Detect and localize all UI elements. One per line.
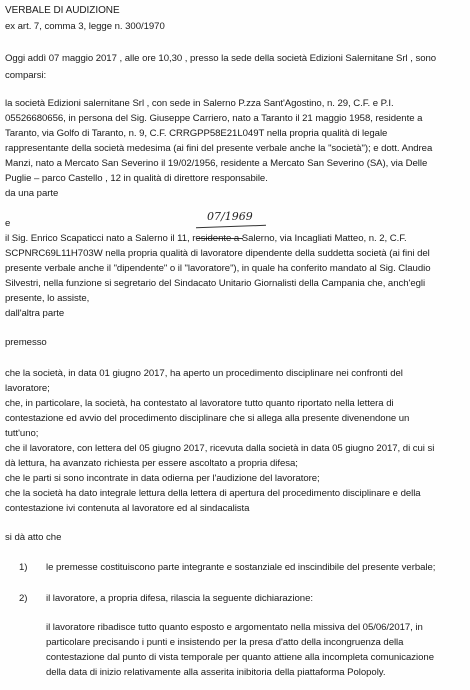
- premise-heading: premesso: [5, 337, 47, 348]
- premise-line: che la società, in data 01 giugno 2017, ha aperto un procedimento disciplinare nei confronti del: [5, 368, 403, 379]
- point-text: le premesse costituiscono parte integrante e sostanziale ed inscindibile del presente verbale;: [46, 562, 436, 573]
- conjunction: e: [5, 218, 11, 229]
- handwritten-date-annotation: 07/1969: [207, 210, 253, 223]
- premise-line: che le parti si sono incontrate in data odierna per l'audizione del lavoratore;: [5, 473, 320, 484]
- party-two-line: presente, lo assiste,: [5, 293, 90, 304]
- premise-line: tutt'uno;: [5, 428, 39, 439]
- premise-line: dà lettura, ha avanzato richiesta per essere ascoltato a propria difesa;: [5, 458, 298, 469]
- intro-line: Oggi addì 07 maggio 2017 , alle ore 10,30 , presso la sede della società Edizioni Salernitane Srl , sono: [5, 53, 437, 64]
- point-number: 2): [19, 593, 28, 604]
- party-two-line: presente verbale anche il "dipendente" o il "lavoratore"), in quale ha conferito mandato al Sig. Claudio: [5, 263, 431, 274]
- premise-line: lavoratore;: [5, 383, 50, 394]
- premise-line: contestazione ivi contenuta al lavoratore ed al sindacalista: [5, 503, 250, 514]
- premise-line: contestazione ed avvio del procedimento disciplinare che si allega alla presente divenendone un: [5, 413, 410, 424]
- party-one-line: Manzi, nato a Mercato San Severino il 19/02/1956, residente a Mercato San Severino (SA), via Delle: [5, 158, 428, 169]
- point-text: il lavoratore, a propria difesa, rilascia la seguente dichiarazione:: [46, 593, 313, 604]
- declaration-line: contestazione dal punto di vista temporale per quanto attiene alla incompleta comunicazione: [46, 652, 434, 663]
- premise-line: che, in particolare, la società, ha contestato al lavoratore tutto quanto riportato nella lettera di: [5, 398, 394, 409]
- declaration-line: della data di inizio relativamente alla asserita inibitoria della piattaforma Polopoly.: [46, 667, 386, 678]
- document-subtitle: ex art. 7, comma 3, legge n. 300/1970: [5, 21, 165, 32]
- party-two-line: Silvestri, nella funzione si segretario del Sindacato Unitario Giornalisti della Campania che, anch'egli: [5, 278, 426, 289]
- party-one-line: 05526680656, in persona del Sig. Giuseppe Carriero, nato a Taranto il 21 maggio 1958, residente a: [5, 113, 423, 124]
- intro-line: comparsi:: [5, 70, 47, 81]
- party-two-line: SCPNRC69L11H703W nella propria qualità di lavoratore dipendente della suddetta società (ai fini del: [5, 248, 430, 259]
- handwritten-underline: [196, 225, 266, 228]
- party-one-line: Puglie – parco Castello , 12 in qualità di direttore responsabile.: [5, 173, 268, 184]
- premise-line: che il lavoratore, con lettera del 05 giugno 2017, ricevuta dalla società in data 05 giugno 2017, di cui si: [5, 443, 435, 454]
- document-title: VERBALE DI AUDIZIONE: [5, 5, 120, 16]
- declaration-line: particolare precisando i punti e insistendo per la presa d'atto della incongruenza della: [46, 637, 404, 648]
- premise-line: che la società ha dato integrale lettura della lettera di apertura del procedimento disciplinare e della: [5, 488, 421, 499]
- party-two-closing: dall'altra parte: [5, 308, 65, 319]
- party-one-closing: da una parte: [5, 188, 59, 199]
- declaration-line: il lavoratore ribadisce tutto quanto esposto e argomentato nella missiva del 05/06/2017, in: [46, 622, 423, 633]
- party-one-line: la società Edizioni salernitane Srl , con sede in Salerno P.zza Sant'Agostino, n. 29, C.F. e P.I.: [5, 98, 394, 109]
- point-number: 1): [19, 562, 28, 573]
- party-one-line: Taranto, via Golfo di Taranto, n. 9, C.F. CRRGPP58E21L049T nella propria qualità di legale: [5, 128, 388, 139]
- acknowledgement-heading: si dà atto che: [5, 532, 62, 543]
- party-one-line: rappresentante della società medesima (ai fini del presente verbale anche la "società"); e dott. Andrea: [5, 143, 433, 154]
- party-two-line: il Sig. Enrico Scapaticci nato a Salerno il 11, residente a Salerno, via Incagliati Matteo, n. 2, C.F.: [5, 233, 407, 244]
